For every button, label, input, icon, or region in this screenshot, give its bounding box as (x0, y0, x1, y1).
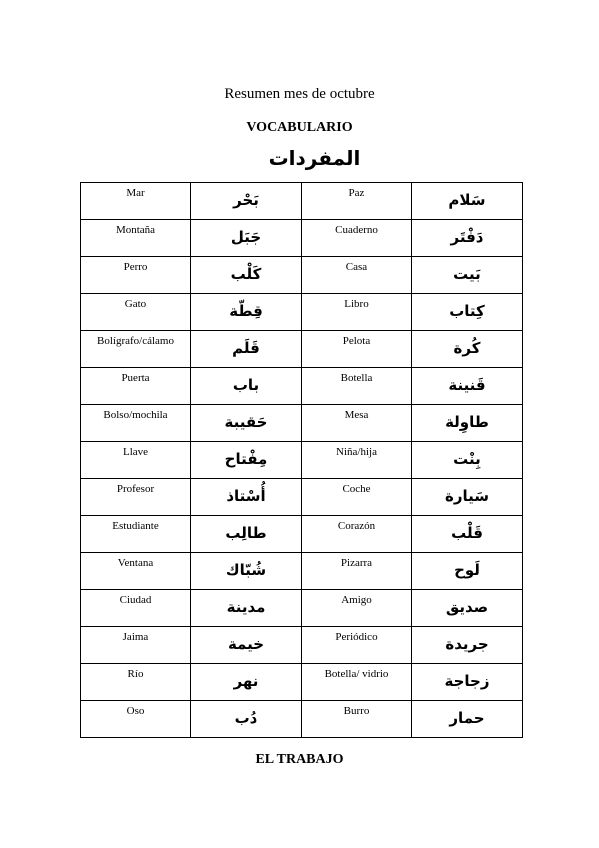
spanish-word: Cuaderno (302, 220, 412, 257)
table-row (81, 442, 523, 479)
spanish-word: Botella/ vidrio (302, 664, 412, 701)
table-row (81, 664, 523, 701)
arabic-word: دَفْتَر (412, 220, 523, 257)
arabic-word: صديق (412, 590, 523, 627)
spanish-word: Oso (81, 701, 191, 738)
arabic-word: طاوِلة (412, 405, 523, 442)
spanish-word: Paz (302, 183, 412, 220)
table-row (81, 516, 523, 553)
arabic-word: شُبّاك (191, 553, 302, 590)
spanish-word: Niña/hija (302, 442, 412, 479)
spanish-word: Montaña (81, 220, 191, 257)
table-row (81, 220, 523, 257)
spanish-word: Mar (81, 183, 191, 220)
spanish-word: Pelota (302, 331, 412, 368)
spanish-word: Río (81, 664, 191, 701)
arabic-word: باب (191, 368, 302, 405)
arabic-word: قَلَم (191, 331, 302, 368)
spanish-word: Bolígrafo/cálamo (81, 331, 191, 368)
vocabulary-table-body (81, 183, 523, 738)
table-row (81, 701, 523, 738)
spanish-word: Mesa (302, 405, 412, 442)
table-row (81, 368, 523, 405)
arabic-word: كِتاب (412, 294, 523, 331)
spanish-word: Ciudad (81, 590, 191, 627)
arabic-word: جريدة (412, 627, 523, 664)
spanish-word: Bolso/mochila (81, 405, 191, 442)
section-heading: VOCABULARIO (246, 120, 353, 135)
spanish-word: Burro (302, 701, 412, 738)
arabic-word: قِطّة (191, 294, 302, 331)
spanish-word: Llave (81, 442, 191, 479)
spanish-word: Profesor (81, 479, 191, 516)
spanish-word: Casa (302, 257, 412, 294)
arabic-word: قَنينة (412, 368, 523, 405)
arabic-word: كَلْب (191, 257, 302, 294)
arabic-word: مدينة (191, 590, 302, 627)
table-row (81, 553, 523, 590)
spanish-word: Gato (81, 294, 191, 331)
table-row (81, 331, 523, 368)
arabic-word: حَقيبة (191, 405, 302, 442)
table-row (81, 183, 523, 220)
spanish-word: Libro (302, 294, 412, 331)
table-row (81, 479, 523, 516)
arabic-word: خيمة (191, 627, 302, 664)
spanish-word: Periódico (302, 627, 412, 664)
spanish-word: Jaima (81, 627, 191, 664)
arabic-word: قَلْب (412, 516, 523, 553)
page-subtitle: Resumen mes de octubre (224, 86, 375, 102)
spanish-word: Botella (302, 368, 412, 405)
spanish-word: Ventana (81, 553, 191, 590)
section-heading-el-trabajo: EL TRABAJO (255, 752, 344, 767)
arabic-word: بِنْت (412, 442, 523, 479)
arabic-word: بَيت (412, 257, 523, 294)
table-row (81, 294, 523, 331)
arabic-word: بَحْر (191, 183, 302, 220)
arabic-heading: المفردات (268, 146, 361, 170)
arabic-word: كُرة (412, 331, 523, 368)
arabic-word: طالِب (191, 516, 302, 553)
table-row (81, 627, 523, 664)
arabic-word: نهر (191, 664, 302, 701)
table-row (81, 405, 523, 442)
arabic-word: سَلام (412, 183, 523, 220)
spanish-word: Puerta (81, 368, 191, 405)
spanish-word: Pizarra (302, 553, 412, 590)
table-row (81, 590, 523, 627)
vocabulary-table (80, 182, 523, 738)
arabic-word: لَوح (412, 553, 523, 590)
spanish-word: Estudiante (81, 516, 191, 553)
arabic-word: سَيارة (412, 479, 523, 516)
table-row (81, 257, 523, 294)
spanish-word: Coche (302, 479, 412, 516)
spanish-word: Amigo (302, 590, 412, 627)
arabic-word: زجاجة (412, 664, 523, 701)
arabic-word: دُب (191, 701, 302, 738)
arabic-word: أُسْتاذ (191, 479, 302, 516)
spanish-word: Corazón (302, 516, 412, 553)
arabic-word: حمار (412, 701, 523, 738)
arabic-word: مِفْتاح (191, 442, 302, 479)
spanish-word: Perro (81, 257, 191, 294)
arabic-word: جَبَل (191, 220, 302, 257)
